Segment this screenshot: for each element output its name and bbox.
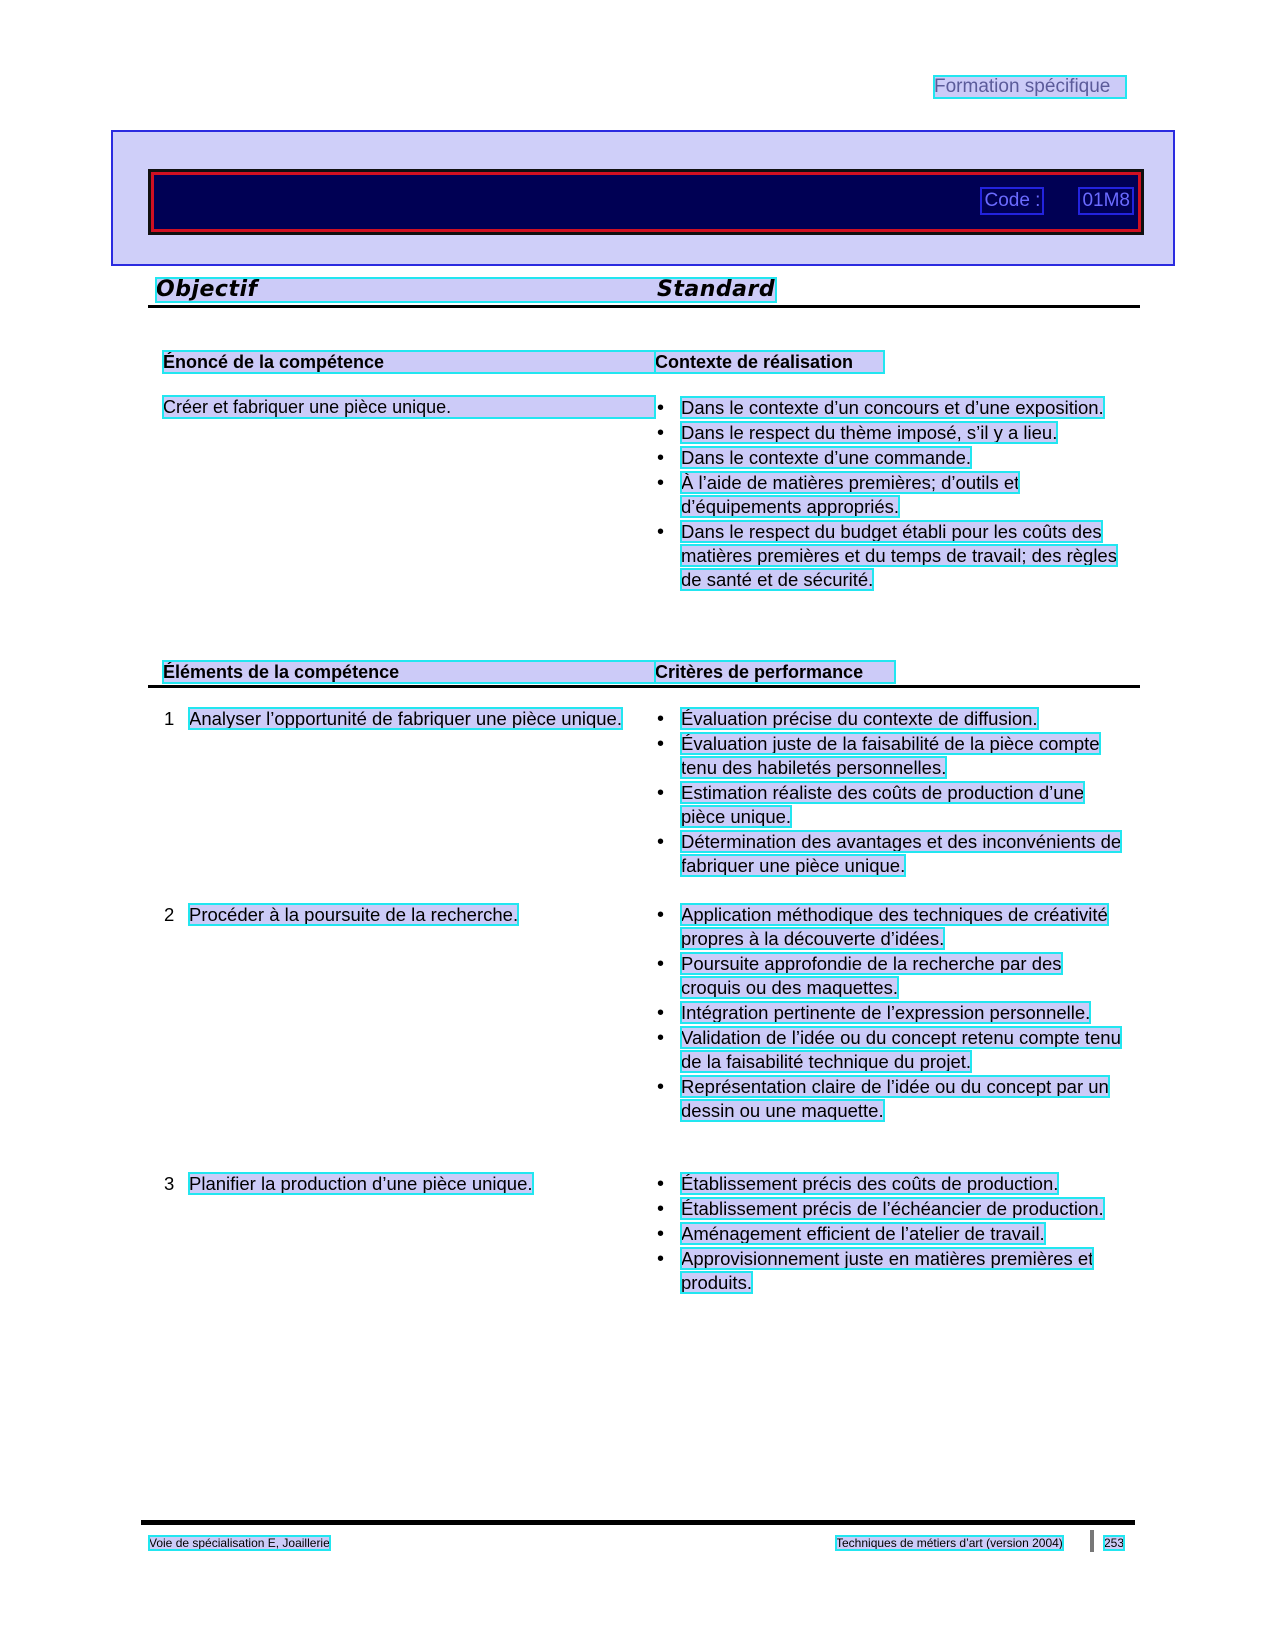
list-item: • Représentation claire de l’idée ou du concept par un dessin ou une maquette. xyxy=(655,1075,1125,1123)
list-item: • Application méthodique des techniques de créativité propres à la découverte d’idées. xyxy=(655,903,1125,951)
title-row xyxy=(156,278,776,302)
element-2 xyxy=(162,903,652,927)
element-text: Planifier la production d’une pièce unique. xyxy=(189,1173,533,1194)
objectif-title: Objectif xyxy=(156,277,258,302)
footer-rule xyxy=(141,1520,1135,1525)
banner-title-bar xyxy=(151,172,1141,232)
criteria-list-1 xyxy=(655,707,1125,879)
list-item: • Intégration pertinente de l’expression personnelle. xyxy=(655,1001,1125,1025)
criteria-list-2 xyxy=(655,903,1125,1124)
element-text: Procéder à la poursuite de la recherche. xyxy=(189,904,519,925)
list-item: • Dans le contexte d’un concours et d’une exposition. xyxy=(655,396,1125,420)
page-number: 253 xyxy=(1104,1536,1125,1550)
list-item: • Établissement précis de l’échéancier de production. xyxy=(655,1197,1125,1221)
element-number: 1 xyxy=(164,708,175,729)
footer-right-text: Techniques de métiers d’art (version 2004) xyxy=(836,1536,1063,1550)
footer-left-text: Voie de spécialisation E, Joaillerie xyxy=(149,1536,330,1550)
element-3 xyxy=(162,1172,652,1196)
list-item: • Estimation réaliste des coûts de production d’une pièce unique. xyxy=(655,781,1125,829)
code-label: Code : xyxy=(984,190,1041,211)
list-item: • Poursuite approfondie de la recherche par des croquis ou des maquettes. xyxy=(655,952,1125,1000)
element-1 xyxy=(162,707,652,731)
context-list xyxy=(655,396,1125,593)
title-rule xyxy=(148,305,1140,308)
code-block xyxy=(982,189,1132,213)
section2-rule xyxy=(148,685,1140,688)
standard-title: Standard xyxy=(657,277,776,302)
list-item: • Dans le respect du budget établi pour les coûts des matières premières et du temps de travail; des règles de santé et de sécurité. xyxy=(655,520,1125,592)
list-item: • Dans le respect du thème imposé, s’il y a lieu. xyxy=(655,421,1125,445)
competency-banner xyxy=(111,130,1175,266)
enonce-heading: Énoncé de la compétence xyxy=(163,351,655,373)
list-item: • Détermination des avantages et des inconvénients de fabriquer une pièce unique. xyxy=(655,830,1125,878)
criteria-list-3 xyxy=(655,1172,1125,1296)
list-item: • Évaluation juste de la faisabilité de la pièce compte tenu des habiletés personnelles. xyxy=(655,732,1125,780)
header-section-label: Formation spécifique xyxy=(934,76,1126,98)
code-value: 01M8 xyxy=(1082,190,1130,211)
list-item: • Dans le contexte d’une commande. xyxy=(655,446,1125,470)
list-item: • Validation de l’idée ou du concept retenu compte tenu de la faisabilité technique du projet. xyxy=(655,1026,1125,1074)
footer-separator xyxy=(1090,1530,1094,1552)
element-number: 2 xyxy=(164,904,175,925)
list-item: • Établissement précis des coûts de production. xyxy=(655,1172,1125,1196)
criteres-heading: Critères de performance xyxy=(655,661,895,683)
list-item: • À l’aide de matières premières; d’outils et d’équipements appropriés. xyxy=(655,471,1125,519)
list-item: • Approvisionnement juste en matières premières et produits. xyxy=(655,1247,1125,1295)
element-text: Analyser l’opportunité de fabriquer une pièce unique. xyxy=(189,708,622,729)
element-number: 3 xyxy=(164,1173,175,1194)
list-item: • Aménagement efficient de l’atelier de travail. xyxy=(655,1222,1125,1246)
list-item: • Évaluation précise du contexte de diffusion. xyxy=(655,707,1125,731)
contexte-heading: Contexte de réalisation xyxy=(655,351,884,373)
competence-statement: Créer et fabriquer une pièce unique. xyxy=(163,396,655,418)
elements-heading: Éléments de la compétence xyxy=(163,661,655,683)
